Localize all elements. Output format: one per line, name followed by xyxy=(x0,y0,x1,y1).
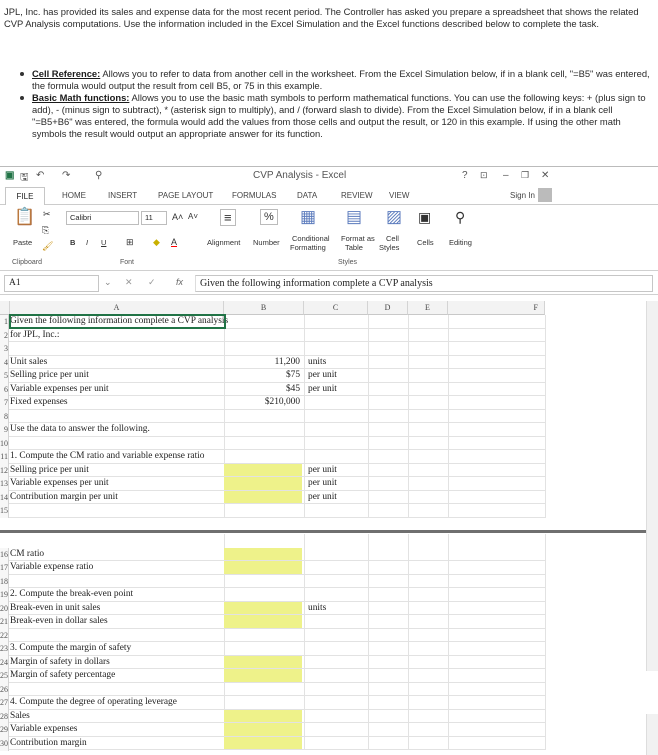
cells-icon[interactable]: ▣ xyxy=(418,209,432,225)
row-header[interactable]: 12 xyxy=(0,464,9,478)
table-row xyxy=(0,369,545,383)
bullet-text: Allows you to refer to data from another cell in the worksheet. From the Excel Simulation below, if in a blank cell, "=B5" was entered, the formula would output the result from cell B5, or 75 in this example. xyxy=(32,68,650,91)
column-header-d[interactable]: D xyxy=(368,301,408,315)
cell-styles-button[interactable]: Cell xyxy=(386,234,399,243)
table-row xyxy=(0,464,545,478)
cell-a[interactable]: Fixed expenses xyxy=(10,397,68,407)
table-row xyxy=(0,629,545,643)
cell-a[interactable]: Margin of safety in dollars xyxy=(10,656,110,667)
underline-button[interactable]: U xyxy=(101,238,107,247)
vertical-scrollbar-lower[interactable] xyxy=(646,714,658,755)
title-bar xyxy=(0,167,658,187)
cell-a[interactable]: for JPL, Inc.: xyxy=(10,329,60,340)
cell-c[interactable]: per unit xyxy=(308,491,337,502)
row-header[interactable]: 7 xyxy=(0,396,9,410)
close-icon[interactable]: ✕ xyxy=(541,170,550,181)
format-as-table-label: Table xyxy=(345,243,363,252)
alignment-button[interactable]: Alignment xyxy=(207,238,241,247)
minimize-icon[interactable]: – xyxy=(503,170,509,181)
save-icon[interactable]: 🖫 xyxy=(20,172,29,183)
row-header[interactable]: 20 xyxy=(0,602,9,616)
row-header[interactable]: 22 xyxy=(0,629,9,643)
table-row xyxy=(0,575,545,589)
cell-b[interactable]: $75 xyxy=(285,370,300,380)
tab-view[interactable]: VIEW xyxy=(389,191,410,200)
table-row xyxy=(0,491,545,505)
bullet-text: Allows you to use the basic math symbols to perform mathematical functions. You can use the following keys: + (plus sign to add), - (minus sign to subtract), * (asterisk sign to multiply), and / (forward slash to divide). From the Excel Simulation below, if in a blank cell "=B5+B6" was entered, the formula would add the values from those cells and output the result, or 120 in this example. If using the other math symbols the result would output an appropriate answer for its function. xyxy=(32,92,646,139)
redo-icon[interactable]: ↷ xyxy=(62,170,71,181)
column-header-b[interactable]: B xyxy=(224,301,304,315)
table-row xyxy=(0,696,545,710)
cells-button[interactable]: Cells xyxy=(417,238,434,247)
copy-icon[interactable]: ⎘ xyxy=(42,225,50,235)
italic-button[interactable]: I xyxy=(86,238,89,247)
row-header[interactable]: 2 xyxy=(0,329,9,343)
table-row xyxy=(0,710,545,724)
cell-a[interactable]: 1. Compute the CM ratio and variable expense ratio xyxy=(10,451,205,461)
cell-a[interactable]: Variable expense ratio xyxy=(10,562,94,572)
table-row xyxy=(0,588,545,602)
enter-icon[interactable]: ✓ xyxy=(148,277,156,287)
format-as-table-button[interactable]: Format as xyxy=(341,234,375,243)
row-header[interactable]: 15 xyxy=(0,504,9,518)
row-header[interactable]: 24 xyxy=(0,656,9,670)
table-row xyxy=(0,602,545,616)
cell-c[interactable]: per unit xyxy=(308,370,337,380)
font-color-icon[interactable]: A xyxy=(171,237,178,247)
table-row xyxy=(0,656,545,670)
row-header[interactable]: 4 xyxy=(0,356,9,370)
row-header[interactable]: 27 xyxy=(0,696,9,710)
cell-a[interactable]: Variable expenses xyxy=(10,724,78,734)
selected-cell-a1[interactable] xyxy=(9,314,229,329)
row-header[interactable]: 16 xyxy=(0,548,9,562)
cell-a[interactable]: Sales xyxy=(10,710,30,721)
row-header[interactable]: 29 xyxy=(0,723,9,737)
row-header[interactable]: 8 xyxy=(0,410,9,424)
increase-font-icon[interactable]: A˄ xyxy=(172,212,184,222)
table-row xyxy=(0,356,545,370)
tab-data[interactable]: DATA xyxy=(297,191,318,200)
editing-icon[interactable]: ⚲ xyxy=(455,209,466,225)
row-header[interactable]: 18 xyxy=(0,575,9,589)
cell-a[interactable]: 2. Compute the break-even point xyxy=(10,589,134,599)
table-row xyxy=(0,561,545,575)
cell-a[interactable]: Selling price per unit xyxy=(10,464,89,475)
table-row xyxy=(0,615,545,629)
row-header[interactable]: 1 xyxy=(0,315,9,329)
cell-a[interactable]: Break-even in unit sales xyxy=(10,602,101,613)
bullet-cell-reference xyxy=(20,68,650,92)
tab-review[interactable]: REVIEW xyxy=(341,191,373,200)
row-header[interactable]: 25 xyxy=(0,669,9,683)
tab-page-layout[interactable]: PAGE LAYOUT xyxy=(158,191,214,200)
separator-line xyxy=(0,530,658,533)
cell-a[interactable]: 3. Compute the margin of safety xyxy=(10,643,132,653)
tab-formulas[interactable]: FORMULAS xyxy=(232,191,277,200)
row-header[interactable]: 9 xyxy=(0,423,9,437)
table-row xyxy=(0,737,545,751)
number-button[interactable]: Number xyxy=(253,238,280,247)
row-header[interactable]: 23 xyxy=(0,642,9,656)
table-row xyxy=(0,383,545,397)
name-box-dropdown-icon[interactable]: ⌄ xyxy=(104,277,112,287)
ribbon xyxy=(0,205,658,271)
row-header[interactable]: 6 xyxy=(0,383,9,397)
percent-icon[interactable]: % xyxy=(260,209,278,225)
conditional-formatting-button[interactable]: Conditional xyxy=(292,234,330,243)
cell-a[interactable]: Break-even in dollar sales xyxy=(10,616,108,626)
bullet-basic-math xyxy=(20,92,650,140)
cell-c[interactable]: units xyxy=(308,602,327,613)
table-row xyxy=(0,396,545,410)
cell-c[interactable]: units xyxy=(308,356,327,367)
ribbon-display-icon[interactable]: ⊡ xyxy=(480,170,488,180)
group-clipboard: Clipboard xyxy=(12,259,42,266)
paste-icon[interactable]: 📋 xyxy=(14,207,36,226)
bold-button[interactable]: B xyxy=(70,238,76,247)
table-row xyxy=(0,642,545,656)
row-header[interactable]: 17 xyxy=(0,561,9,575)
cancel-icon[interactable]: ✕ xyxy=(125,277,133,287)
table-row xyxy=(0,504,545,518)
cell-a[interactable]: Contribution margin xyxy=(10,737,87,748)
table-row xyxy=(0,669,545,683)
cell-a[interactable]: Use the data to answer the following. xyxy=(10,424,150,434)
group-styles: Styles xyxy=(338,259,358,266)
cell-c[interactable]: per unit xyxy=(308,383,337,394)
cell-a[interactable]: CM ratio xyxy=(10,548,45,559)
formula-bar xyxy=(0,271,658,295)
font-size-select[interactable]: 11 xyxy=(141,211,167,225)
format-painter-icon[interactable]: 🖌 xyxy=(42,241,54,251)
name-box[interactable]: A1 xyxy=(4,275,99,292)
editing-button[interactable]: Editing xyxy=(449,238,472,247)
screenshot-gap xyxy=(0,518,658,534)
conditional-formatting-label: Formatting xyxy=(290,243,326,252)
table-row xyxy=(0,437,545,451)
table-row xyxy=(0,410,545,424)
row-header[interactable]: 19 xyxy=(0,588,9,602)
excel-logo-icon: ▣ xyxy=(5,170,15,181)
cell-b[interactable]: $45 xyxy=(285,383,300,394)
excel-window xyxy=(0,166,658,755)
row-header[interactable]: 14 xyxy=(0,491,9,505)
cell-styles-icon[interactable]: ▨ xyxy=(386,207,403,226)
avatar[interactable] xyxy=(538,188,552,202)
row-header[interactable]: 5 xyxy=(0,369,9,383)
cell-a[interactable]: Unit sales xyxy=(10,356,48,367)
worksheet-grid xyxy=(0,301,658,755)
row-header[interactable]: 28 xyxy=(0,710,9,724)
tab-file[interactable]: FILE xyxy=(5,187,45,205)
vertical-scrollbar[interactable] xyxy=(646,301,658,671)
table-row xyxy=(0,683,545,697)
cell-a[interactable]: Variable expenses per unit xyxy=(10,383,109,394)
alignment-icon[interactable]: ≡ xyxy=(220,209,236,226)
conditional-formatting-icon[interactable]: ▦ xyxy=(300,207,317,226)
font-name-select[interactable]: Calibri xyxy=(66,211,139,225)
intro-text: JPL, Inc. has provided its sales and expense data for the most recent period. The Controller has asked you prepare a spreadsheet that shows the related CVP Analysis computations. Use the information included in the Excel Simulation and the Excel functions described below to complete the task. xyxy=(4,6,639,29)
ribbon-tabs xyxy=(0,187,658,205)
group-font: Font xyxy=(120,259,135,266)
cell-styles-label: Styles xyxy=(379,243,400,252)
row-header[interactable]: 11 xyxy=(0,450,9,464)
restore-icon[interactable]: ❐ xyxy=(521,170,530,180)
table-row xyxy=(0,423,545,437)
row-header[interactable]: 26 xyxy=(0,683,9,697)
customize-icon[interactable]: ⚲ xyxy=(95,170,103,181)
cell-a[interactable]: Selling price per unit xyxy=(10,370,89,380)
cell-a[interactable]: Margin of safety percentage xyxy=(10,670,116,680)
cell-b[interactable]: $210,000 xyxy=(264,397,300,407)
fill-color-icon[interactable]: ◆ xyxy=(153,237,160,247)
table-row xyxy=(0,342,545,356)
tab-home[interactable]: HOME xyxy=(62,191,86,200)
window-title: CVP Analysis - Excel xyxy=(253,170,347,181)
fx-icon[interactable]: fx xyxy=(176,277,184,287)
cell-c[interactable]: per unit xyxy=(308,464,337,475)
tab-insert[interactable]: INSERT xyxy=(108,191,138,200)
paste-button[interactable]: Paste xyxy=(13,238,33,247)
help-icon[interactable]: ? xyxy=(462,170,468,181)
cell-b[interactable]: 11,200 xyxy=(274,356,300,367)
column-header-e[interactable]: E xyxy=(408,301,448,315)
cell-c[interactable]: per unit xyxy=(308,478,337,488)
column-header-f[interactable]: F xyxy=(448,301,545,315)
row-header[interactable]: 10 xyxy=(0,437,9,451)
instruction-list xyxy=(20,68,650,140)
table-row xyxy=(0,548,545,562)
table-row xyxy=(0,329,545,343)
format-as-table-icon[interactable]: ▤ xyxy=(346,207,363,226)
sign-in-link[interactable]: Sign In xyxy=(510,191,535,200)
undo-icon[interactable]: ↶ xyxy=(36,170,45,181)
cell-a[interactable]: Given the following information complete a CVP analysis xyxy=(10,316,229,326)
column-header-a[interactable]: A xyxy=(10,301,224,315)
cell-a[interactable]: Variable expenses per unit xyxy=(10,478,109,488)
table-row xyxy=(0,450,545,464)
row-header[interactable]: 21 xyxy=(0,615,9,629)
bullet-title: Basic Math functions: xyxy=(32,92,130,103)
select-all[interactable] xyxy=(0,301,10,315)
formula-input[interactable]: Given the following information complete a CVP analysis xyxy=(195,275,653,292)
row-header[interactable]: 3 xyxy=(0,342,9,356)
cell-a[interactable]: 4. Compute the degree of operating leverage xyxy=(10,697,177,707)
bullet-title: Cell Reference: xyxy=(32,68,101,79)
table-row xyxy=(0,723,545,737)
row-header[interactable]: 30 xyxy=(0,737,9,751)
column-header-c[interactable]: C xyxy=(304,301,368,315)
table-row xyxy=(0,477,545,491)
borders-icon[interactable]: ⊞ xyxy=(126,237,134,247)
cut-icon[interactable]: ✂ xyxy=(43,209,51,219)
decrease-font-icon[interactable]: A˅ xyxy=(188,212,199,221)
cell-a[interactable]: Contribution margin per unit xyxy=(10,491,118,502)
row-header[interactable]: 13 xyxy=(0,477,9,491)
